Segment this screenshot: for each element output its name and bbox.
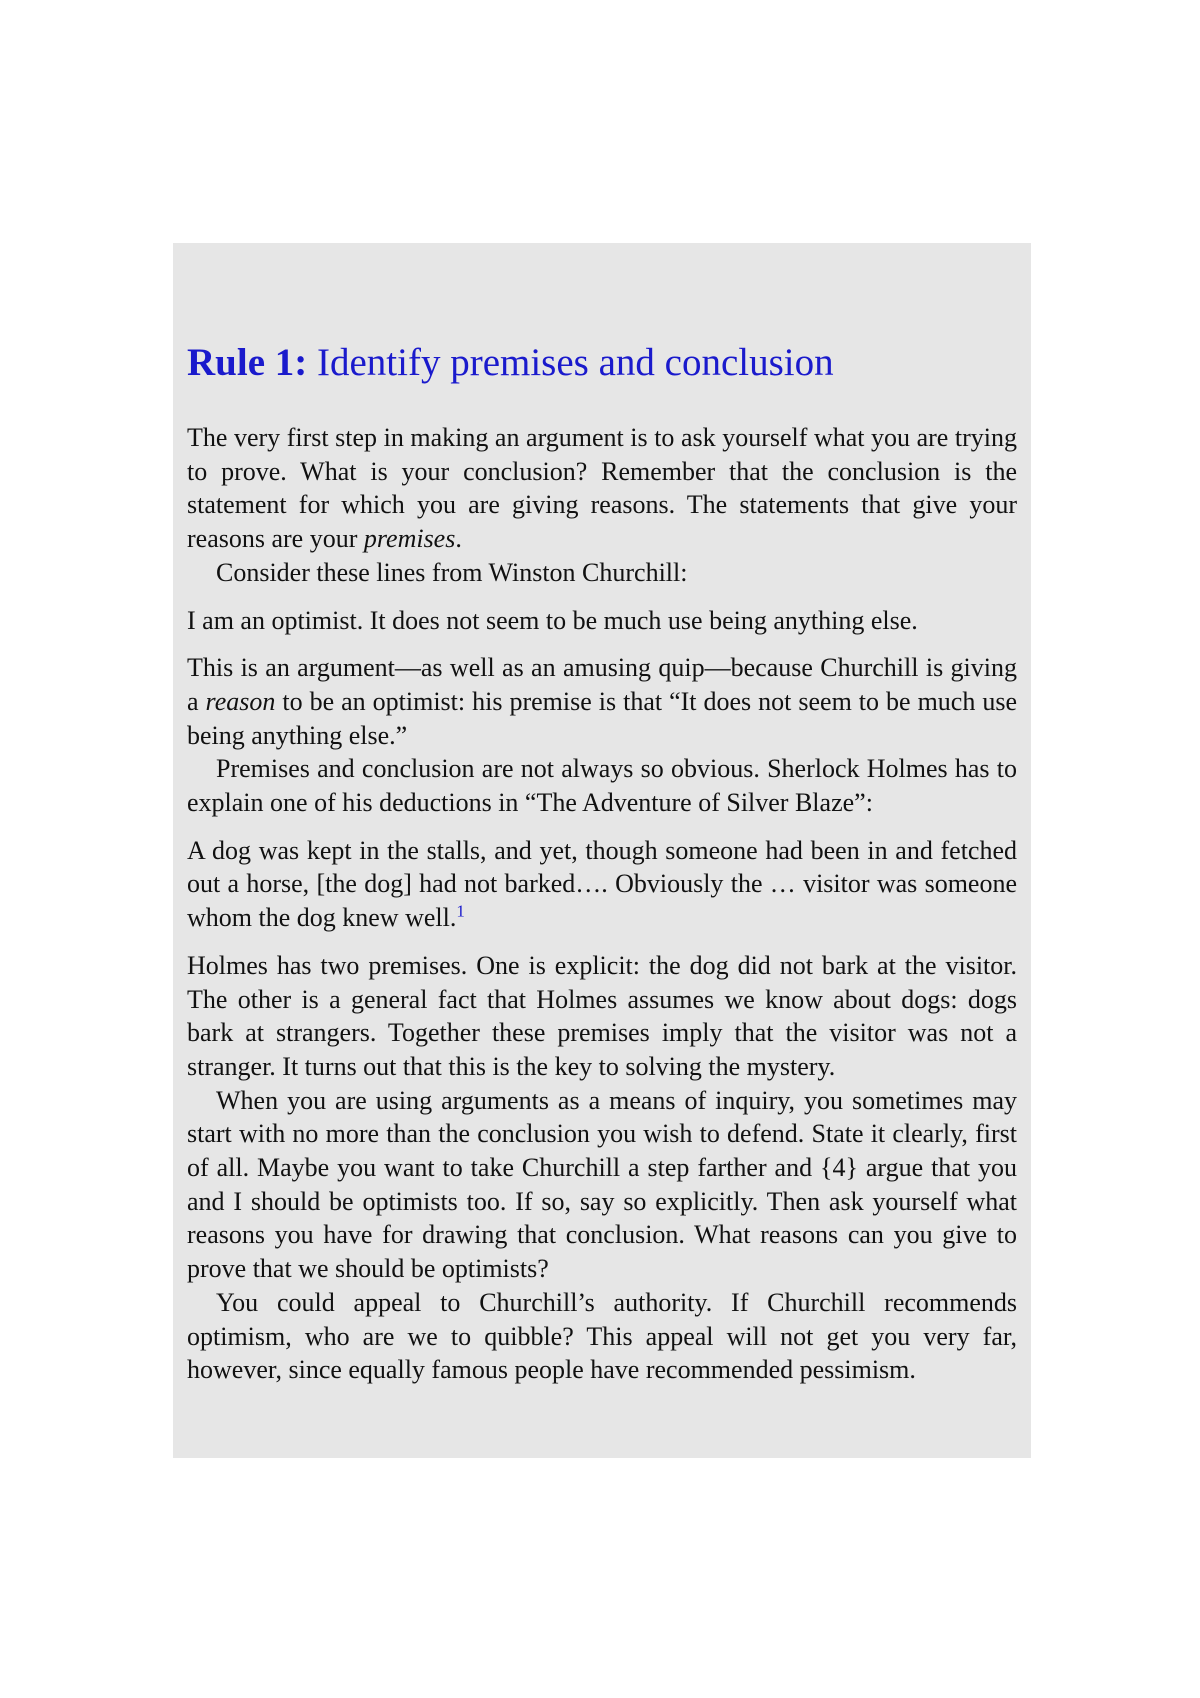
paragraph-authority: You could appeal to Churchill’s authority. If Churchill recommends optimism, who are we to quibble? This appeal will not get you very far, however, since equally famous people have recommended pessimism.: [187, 1287, 1017, 1385]
paragraph-holmes-intro: Premises and conclusion are not always so obvious. Sherlock Holmes has to explain one of his deductions in “The Adventure of Silver Blaze”:: [187, 754, 1017, 818]
rule-title: Identify premises and conclusion: [317, 341, 834, 384]
paragraph-churchill-intro: Consider these lines from Winston Churchill:: [216, 557, 688, 587]
emphasis-premises: premises: [363, 524, 456, 554]
paragraph-text: This is an argument—as well as an amusing quip—because Churchill is giving a: [187, 653, 1017, 716]
document-content: [187, 339, 1017, 1387]
footnote-link[interactable]: 1: [456, 901, 465, 921]
rule-label: Rule 1:: [187, 341, 308, 384]
section-heading: [187, 339, 1017, 387]
paragraph-text: to be an optimist: his premise is that “It does not seem to be much use being anything else.”: [187, 686, 1017, 750]
paragraph-intro: [187, 421, 1017, 556]
quote-churchill: I am an optimist. It does not seem to be much use being anything else.: [187, 605, 918, 635]
quote-holmes: [187, 834, 1017, 935]
page-panel: [173, 243, 1031, 1458]
paragraph-inquiry: When you are using arguments as a means of inquiry, you sometimes may start with no more than the conclusion you wish to defend. State it clearly, first of all. Maybe you want to take Churchill a step farther and {4} argue that you and I should be optimists too. If so, say so explicitly. Then ask yourself what reasons you have for drawing that conclusion. What reasons can you give to prove that we should be optimists?: [187, 1085, 1017, 1284]
paragraph-text: The very first step in making an argument is to ask yourself what you are trying to prove. What is your conclusion? Remember that the conclusion is the statement for which you are giving reasons. The statements that give your reasons are your: [187, 423, 1017, 554]
paragraph-holmes-premises: Holmes has two premises. One is explicit: the dog did not bark at the visitor. The other is a general fact that Holmes assumes we know about dogs: dogs bark at strangers. Together these premises imply that the visitor was not a stranger. It turns out that this is the key to solving the mystery.: [187, 950, 1017, 1081]
emphasis-reason: reason: [205, 686, 276, 716]
quote-text: A dog was kept in the stalls, and yet, though someone had been in and fetched out a horse, [the dog] had not barked…. Obviously the … visitor was someone whom the dog knew well.: [187, 835, 1017, 933]
paragraph-argument: [187, 651, 1017, 752]
paragraph-text: .: [455, 524, 462, 554]
